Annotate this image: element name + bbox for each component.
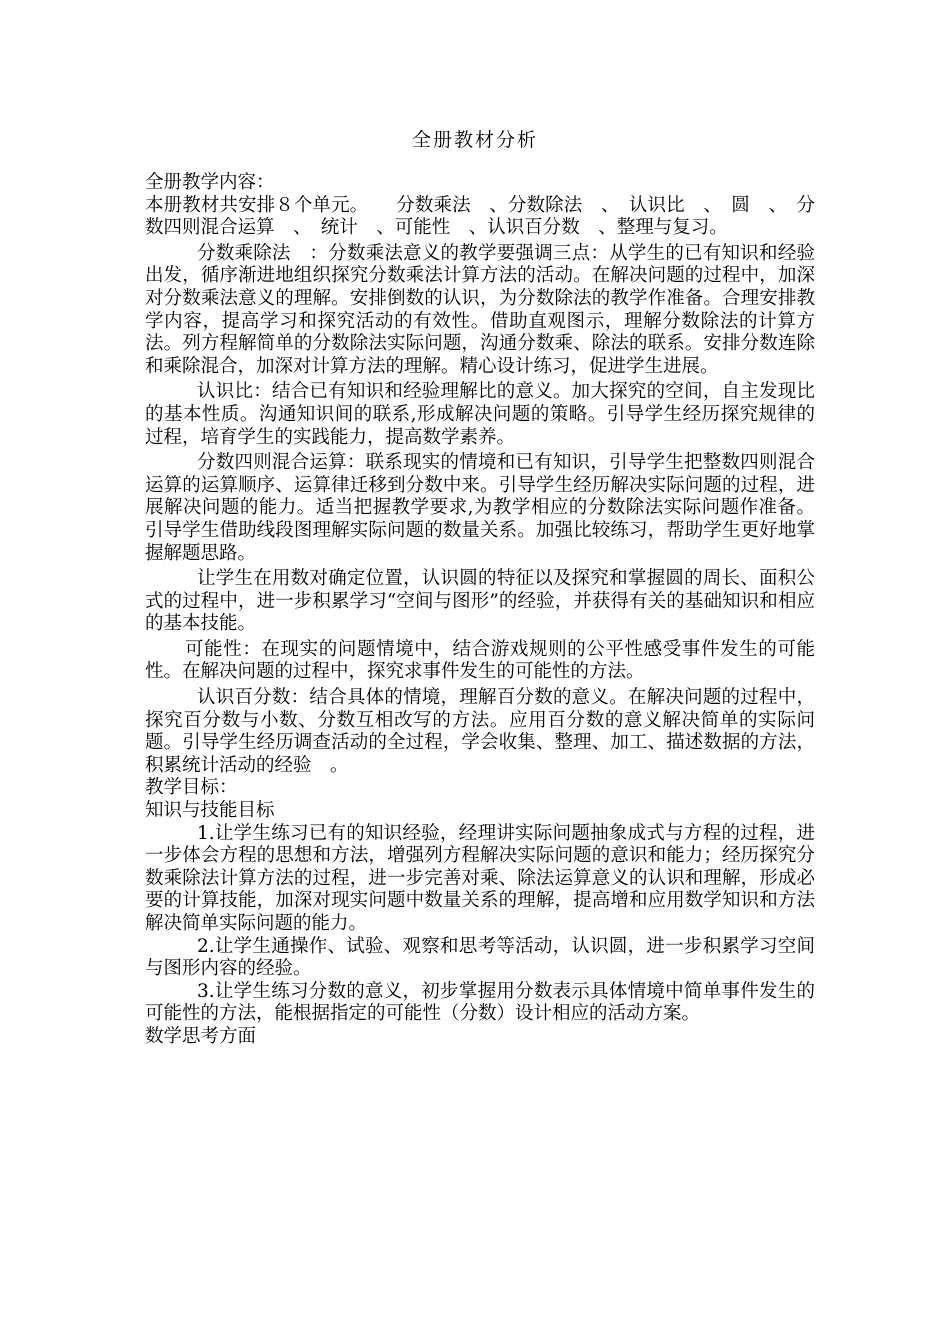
goal-2-paragraph: 2.让学生通操作、试验、观察和思考等活动，认识圆，进一步积累学习空间与图形内容的经验。 [145,935,815,980]
document-title: 全册教材分析 [411,129,538,151]
ratio-paragraph: 认识比：结合已有知识和经验理解比的意义。加大探究的空间，自主发现比的基本性质。沟通知识间的联系,形成解决问题的策略。引导学生经历探究规律的过程，培育学生的实践能力，提高数学素养。 [145,381,815,448]
mixed-operations-paragraph: 分数四则混合运算：联系现实的情境和已有知识，引导学生把整数四则混合运算的运算顺序、运算律迁移到分数中来。引导学生经历解决实际问题的过程，进展解决问题的能力。适当把握教学要求,为教学相应的分数除法实际问题作准备。引导学生借助线段图理解实际问题的数量关系。加强比较练习，帮助学生更好地掌握解题思路。 [145,452,815,564]
knowledge-skills-heading: 知识与技能目标 [145,800,275,822]
percent-paragraph: 认识百分数：结合具体的情境，理解百分数的意义。在解决问题的过程中，探究百分数与小数、分数互相改写的方法。应用百分数的意义解决简单的实际问题。引导学生经历调查活动的全过程，学会收集、整理、加工、描述数据的方法，积累统计活动的经验 。 [145,687,815,776]
goals-heading: 教学目标： [145,777,238,799]
content-heading: 全册教学内容： [145,172,275,193]
document-body [145,172,815,1049]
units-paragraph: 本册教材共安排８个单元。 分数乘法 、分数除法 、 认识比 、 圆 、 分数四则混合运算 、 统计 、可能性 、认识百分数 、整理与复习。 [145,194,815,239]
multiplication-division-paragraph: 分数乘除法 ：分数乘法意义的教学要强调三点：从学生的已有知识和经验出发，循序渐进地组织探究分数乘法计算方法的活动。在解决问题的过程中，加深对分数乘法意义的理解。安排倒数的认识，为分数除法的教学作准备。合理安排教学内容，提高学习和探究活动的有效性。借助直观图示，理解分数除法的计算方法。列方程解简单的分数除法实际问题，沟通分数乘、除法的联系。安排分数连除和乘除混合，加深对计算方法的理解。精心设计练习，促进学生进展。 [145,242,815,377]
math-thinking-heading: 数学思考方面 [145,1025,257,1047]
goal-3-paragraph: 3.让学生练习分数的意义，初步掌握用分数表示具体情境中简单事件发生的可能性的方法，能根据指定的可能性（分数）设计相应的活动方案。 [145,980,815,1025]
possibility-paragraph: 可能性：在现实的问题情境中，结合游戏规则的公平性感受事件发生的可能性。在解决问题的过程中，探究求事件发生的可能性的方法。 [145,638,815,683]
circle-paragraph: 让学生在用数对确定位置，认识圆的特征以及探究和掌握圆的周长、面积公式的过程中，进一步积累学习“空间与图形”的经验，并获得有关的基础知识和相应的基本技能。 [145,568,815,635]
goal-1-paragraph: 1.让学生练习已有的知识经验，经理讲实际问题抽象成式与方程的过程，进一步体会方程的思想和方法，增强列方程解决实际问题的意识和能力；经历探究分数乘除法计算方法的过程，进一步完善对乘、除法运算意义的认识和理解，形成必要的计算技能，加深对现实问题中数量关系的理解，提高增和应用数学知识和方法解决简单实际问题的能力。 [145,822,815,934]
